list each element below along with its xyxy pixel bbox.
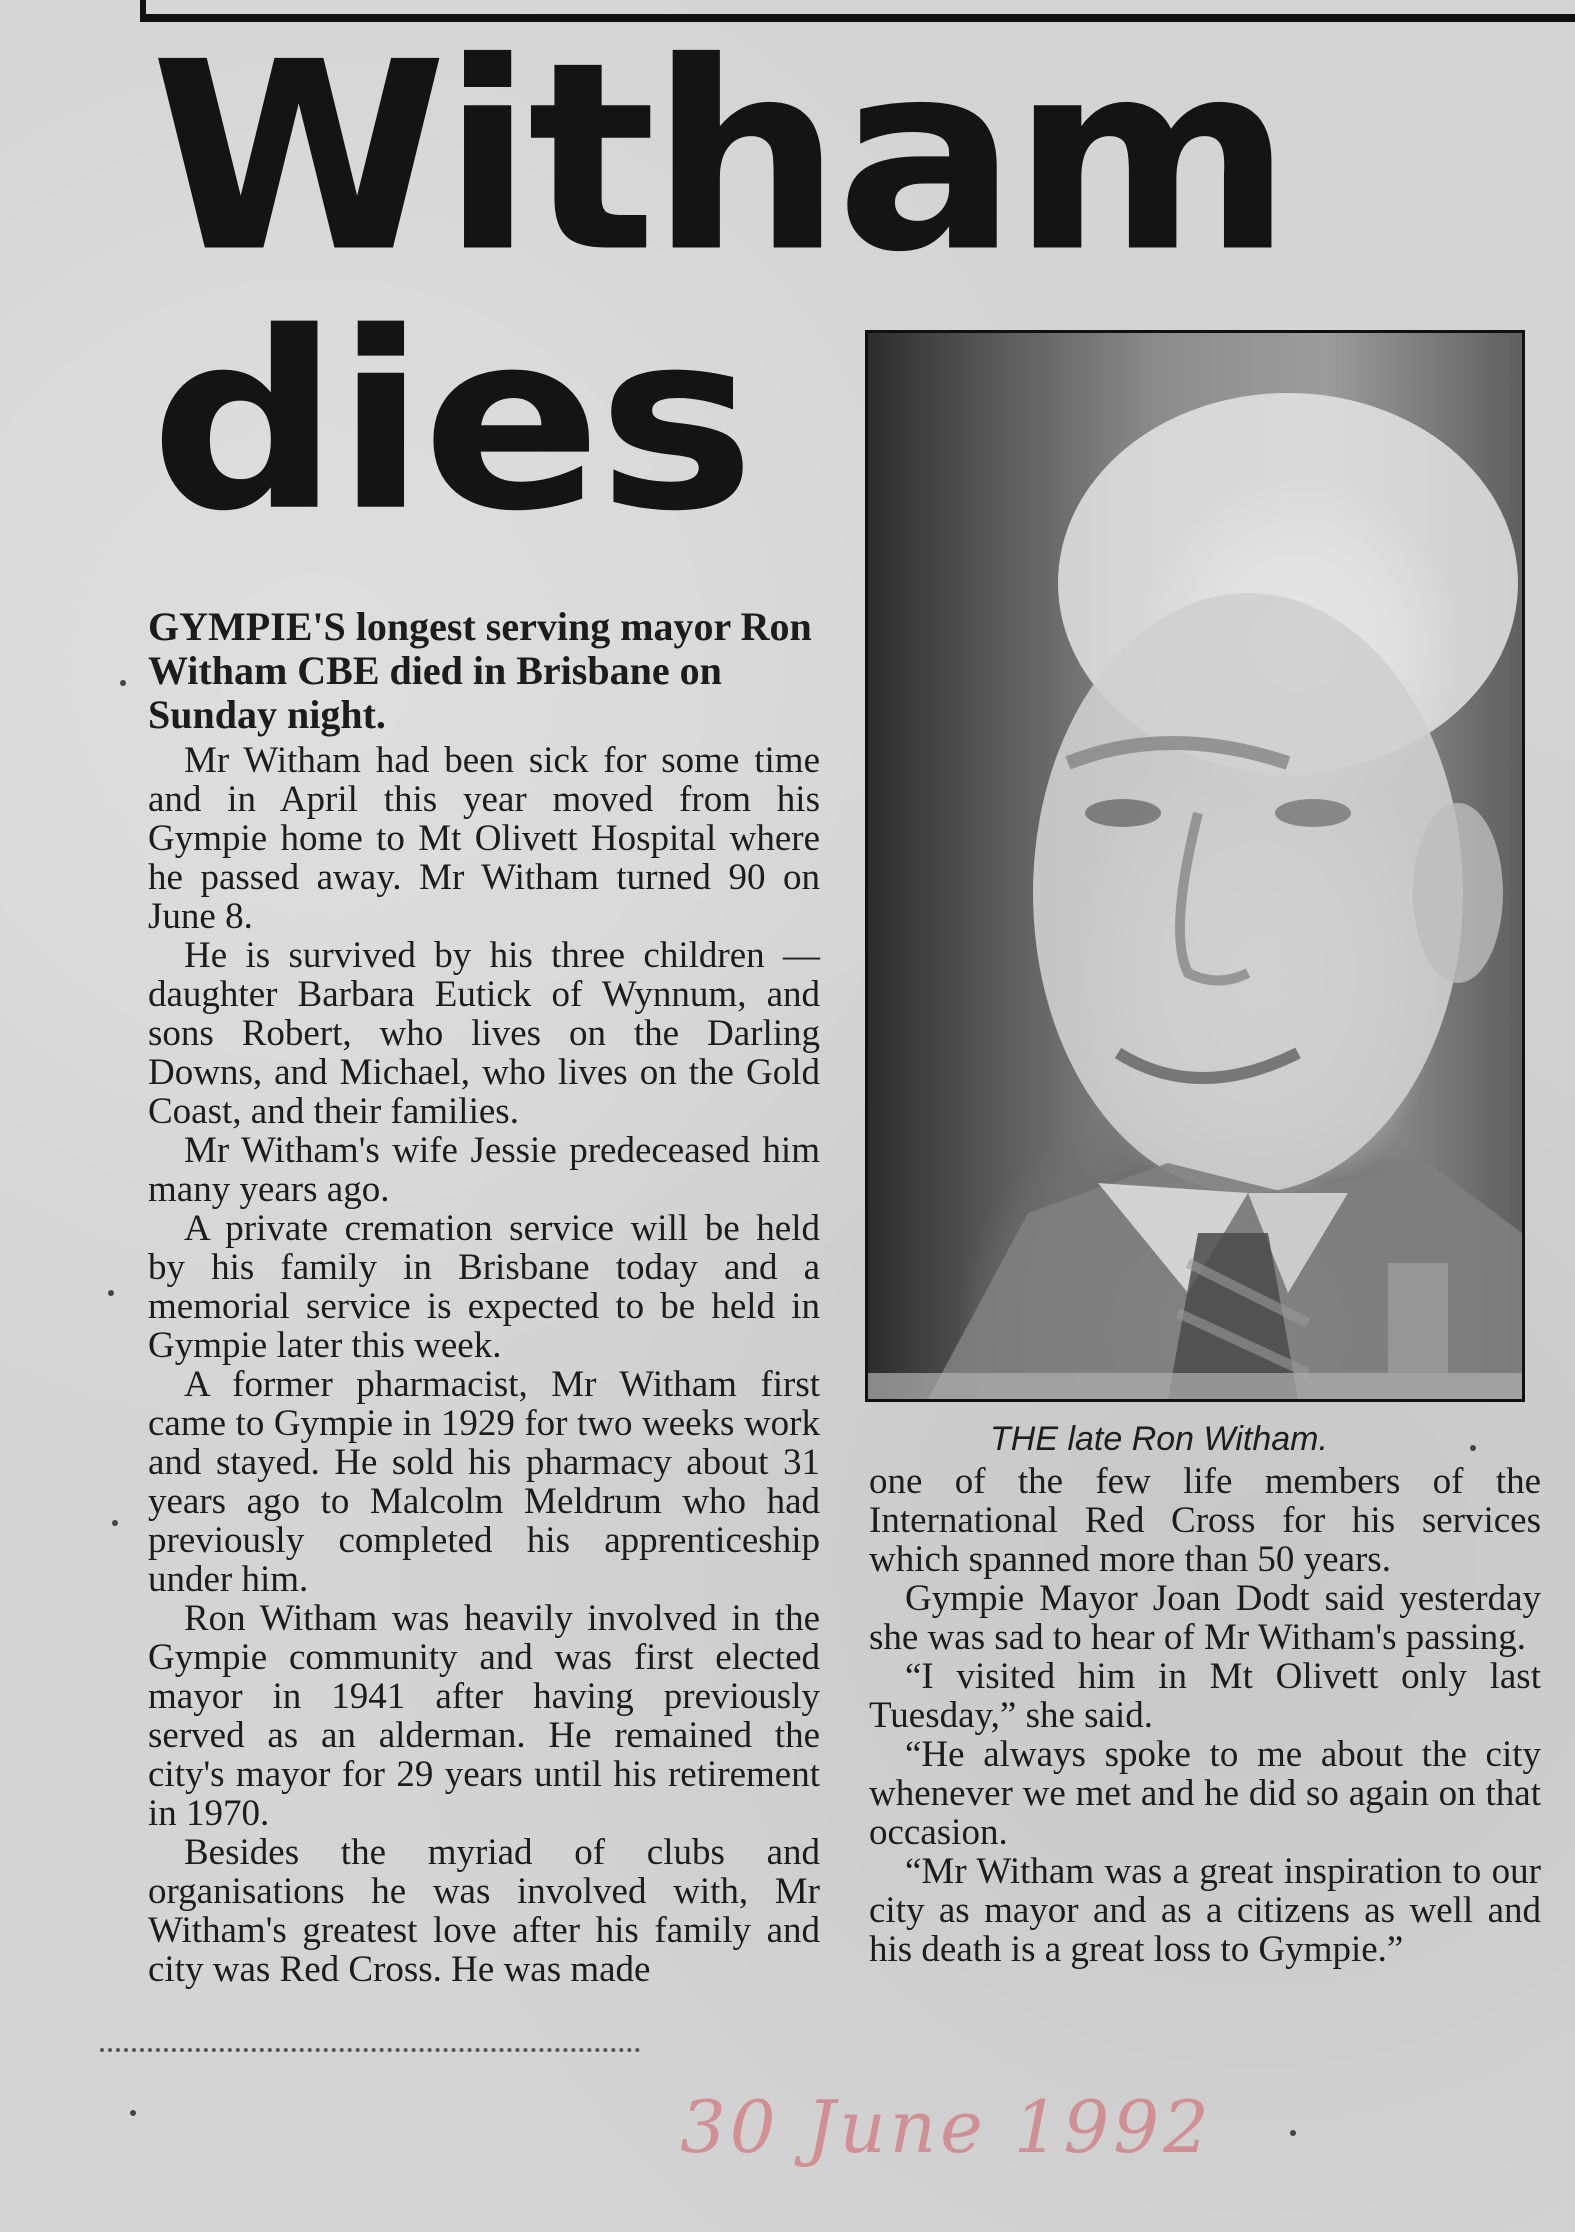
scan-speck	[112, 1520, 118, 1526]
scan-speck	[120, 680, 126, 686]
article-paragraph: A former pharmacist, Mr Witham first came to Gympie in 1929 for two weeks work and stayed. He sold his pharmacy about 31 years ago to Malcolm Meldrum who had previously completed his apprenticeship under him.	[148, 1364, 820, 1600]
article-left-column	[148, 605, 820, 1989]
photo-caption: THE late Ron Witham.	[990, 1420, 1328, 1458]
article-paragraph: “Mr Witham was a great inspiration to our city as mayor and as a citizens as well and his death is a great loss to Gympie.”	[869, 1851, 1541, 1970]
scan-speck	[130, 2110, 136, 2116]
article-paragraph: He is survived by his three children — daughter Barbara Eutick of Wynnum, and sons Robert, who lives on the Darling Downs, and Michael, who lives on the Gold Coast, and their families.	[148, 935, 820, 1132]
article-paragraph: “He always spoke to me about the city whenever we met and he did so again on that occasion.	[869, 1734, 1541, 1853]
headline-line-2: dies	[150, 279, 752, 565]
portrait-photo	[865, 330, 1525, 1402]
portrait-illustration	[868, 333, 1522, 1399]
article-paragraph: Gympie Mayor Joan Dodt said yesterday she was sad to hear of Mr Witham's passing.	[869, 1578, 1541, 1658]
article-paragraph: Mr Witham had been sick for some time and in April this year moved from his Gympie home to Mt Olivett Hospital where he passed away. Mr Witham turned 90 on June 8.	[148, 740, 820, 937]
article-continuation: one of the few life members of the International Red Cross for his services which spanned more than 50 years.	[869, 1461, 1541, 1580]
article-paragraph: “I visited him in Mt Olivett only last Tuesday,” she said.	[869, 1656, 1541, 1736]
article-paragraph: Ron Witham was heavily involved in the Gympie community and was first elected mayor in 1941 after having previously served as an alderman. He remained the city's mayor for 29 years until his retirement in 1970.	[148, 1598, 820, 1834]
article-right-column	[869, 1462, 1541, 1969]
article-paragraph: Besides the myriad of clubs and organisations he was involved with, Mr Witham's greatest love after his family and city was Red Cross. He was made	[148, 1832, 820, 1990]
scan-speck	[108, 1290, 114, 1296]
article-paragraph: Mr Witham's wife Jessie predeceased him many years ago.	[148, 1130, 820, 1210]
scan-speck	[1470, 1445, 1476, 1451]
bottom-dotted-rule	[100, 2048, 640, 2052]
scan-speck	[1290, 2130, 1296, 2136]
article-paragraph: A private cremation service will be held by his family in Brisbane today and a memorial service is expected to be held in Gympie later this week.	[148, 1208, 820, 1366]
article-lead: GYMPIE'S longest serving mayor Ron Witham CBE died in Brisbane on Sunday night.	[148, 604, 812, 737]
headline-line-1: Witham	[150, 6, 1287, 309]
handwritten-date: 30 June 1992	[680, 2085, 1213, 2169]
